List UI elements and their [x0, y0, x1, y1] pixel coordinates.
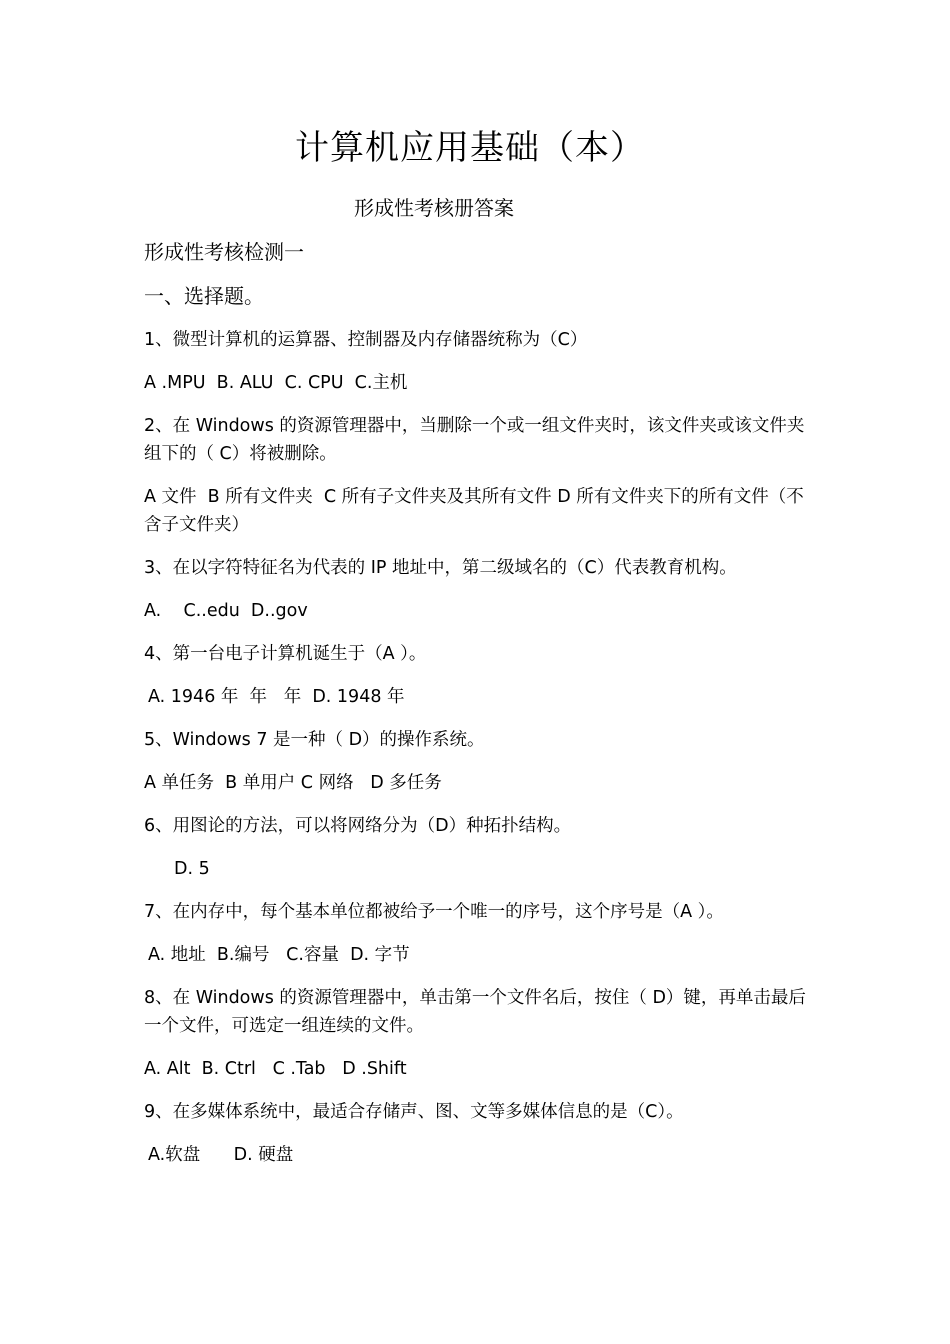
- document-title: 计算机应用基础（本）: [295, 128, 645, 168]
- options-8: A. Alt B. Ctrl C .Tab D .Shift: [144, 1059, 407, 1079]
- options-1: A .MPU B. ALU C. CPU C.主机: [144, 373, 408, 393]
- options-5: A 单任务 B 单用户 C 网络 D 多任务: [144, 773, 442, 793]
- question-9: 9、在多媒体系统中，最适合存储声、图、文等多媒体信息的是（C）。: [144, 1102, 684, 1122]
- options-4: A. 1946 年 年 年 D. 1948 年: [148, 687, 405, 707]
- options-7: A. 地址 B.编号 C.容量 D. 字节: [148, 945, 410, 965]
- options-2: A 文件 B 所有文件夹 C 所有子文件夹及其所有文件 D 所有文件夹下的所有文件（不含子文件夹）: [144, 487, 804, 535]
- part-heading: 一、选择题。: [144, 284, 264, 308]
- question-1: 1、微型计算机的运算器、控制器及内存储器统称为（C）: [144, 330, 588, 350]
- document-body: [144, 238, 808, 1184]
- question-6: 6、用图论的方法，可以将网络分为（D）种拓扑结构。: [144, 816, 572, 836]
- options-3: A. C..edu D..gov: [144, 601, 308, 621]
- document-subtitle: 形成性考核册答案: [354, 196, 514, 220]
- question-3: 3、在以字符特征名为代表的 IP 地址中，第二级域名的（C）代表教育机构。: [144, 558, 737, 578]
- options-6: D. 5: [174, 859, 210, 879]
- question-4: 4、第一台电子计算机诞生于（A ）。: [144, 644, 427, 664]
- question-8: 8、在 Windows 的资源管理器中，单击第一个文件名后，按住（ D）键，再单击最后一个文件，可选定一组连续的文件。: [144, 988, 806, 1036]
- section-heading: 形成性考核检测一: [144, 240, 304, 264]
- question-7: 7、在内存中，每个基本单位都被给予一个唯一的序号，这个序号是（A ）。: [144, 902, 724, 922]
- question-5: 5、Windows 7 是一种（ D）的操作系统。: [144, 730, 485, 750]
- question-2: 2、在 Windows 的资源管理器中，当删除一个或一组文件夹时，该文件夹或该文件夹组下的（ C）将被删除。: [144, 416, 805, 464]
- options-9: A.软盘 D. 硬盘: [148, 1145, 294, 1165]
